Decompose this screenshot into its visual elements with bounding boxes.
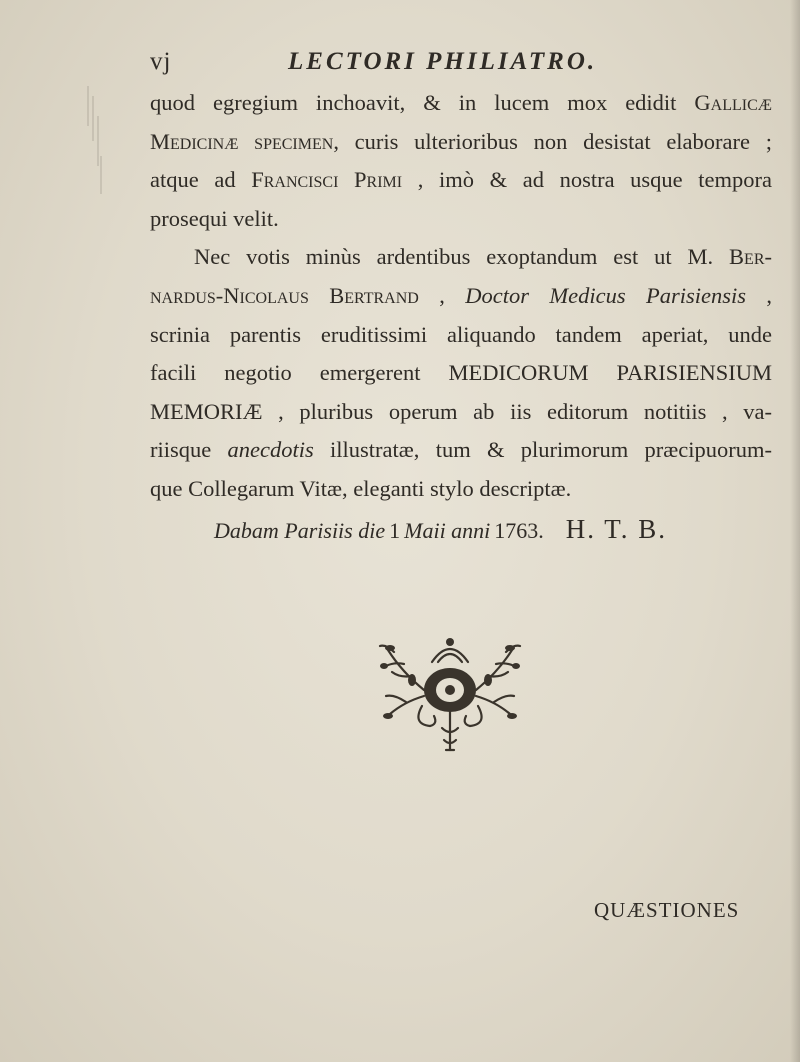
text-run-smallcaps: Gallicæ <box>694 90 772 115</box>
text-line <box>150 277 772 316</box>
text-run: que Collegarum Vitæ, eleganti stylo descriptæ. <box>150 475 572 501</box>
catchword: QUÆSTIONES <box>594 898 740 922</box>
text-line <box>150 123 772 162</box>
text-line <box>150 316 772 355</box>
dateline-year: 1763. <box>494 518 544 543</box>
text-line <box>150 470 772 509</box>
text-run: , imò & ad nostra usque tempora <box>417 167 773 193</box>
text-run-smallcaps: Francisci Primi <box>251 167 403 193</box>
page-number: vj <box>150 48 172 75</box>
text-run: facili negotio emergerent MEDICORUM PARISIENSIUM <box>150 360 772 386</box>
text-run: , curis ulterioribus non desistat elaborare ; <box>333 128 772 154</box>
text-line <box>150 84 772 123</box>
text-run: scrinia parentis eruditissimi aliquando tandem aperiat, unde <box>150 321 772 347</box>
floral-fleuron-ornament-icon <box>372 632 528 760</box>
text-line <box>150 161 772 200</box>
page-edge-shadow <box>790 0 800 1062</box>
text-run-smallcaps: Ber- <box>729 244 772 270</box>
text-run: MEMORIÆ , pluribus operum ab iis editorum notitiis , va- <box>150 398 772 424</box>
text-run-italic: Doctor Medicus Parisiensis <box>465 282 747 308</box>
body-text <box>150 84 772 509</box>
text-run: prosequi velit. <box>150 205 279 231</box>
text-run: quod egregium inchoavit, & in lucem mox edidit <box>150 90 677 115</box>
dateline-text: Dabam Parisiis die <box>214 518 386 543</box>
text-run: , <box>766 282 773 308</box>
text-line <box>150 393 772 432</box>
text-line <box>150 354 772 393</box>
paragraph-1 <box>150 84 772 238</box>
running-title: LECTORI PHILIATRO. <box>288 48 598 75</box>
author-initials: H. T. B. <box>565 514 668 544</box>
text-run-smallcaps: Medicinæ specimen <box>150 128 334 154</box>
paragraph-2 <box>150 238 772 508</box>
dateline-month: Maii anni <box>404 518 491 543</box>
page-header <box>150 48 770 88</box>
text-run: riisque <box>150 437 212 463</box>
text-run: Nec votis minùs ardentibus exoptandum est ut M. <box>194 244 714 270</box>
text-line <box>150 431 772 470</box>
text-run: atque ad <box>150 167 236 193</box>
show-through-marks <box>84 86 104 196</box>
dateline <box>214 514 774 554</box>
text-run: illustratæ, tum & plurimorum præcipuorum- <box>330 437 773 463</box>
text-run-italic: anecdotis <box>227 437 314 463</box>
text-line <box>150 200 772 239</box>
text-run-smallcaps: nardus-Nicolaus Bertrand <box>150 282 419 308</box>
text-line <box>150 238 772 277</box>
text-run: , <box>439 282 445 308</box>
dateline-day: 1 <box>389 518 401 543</box>
